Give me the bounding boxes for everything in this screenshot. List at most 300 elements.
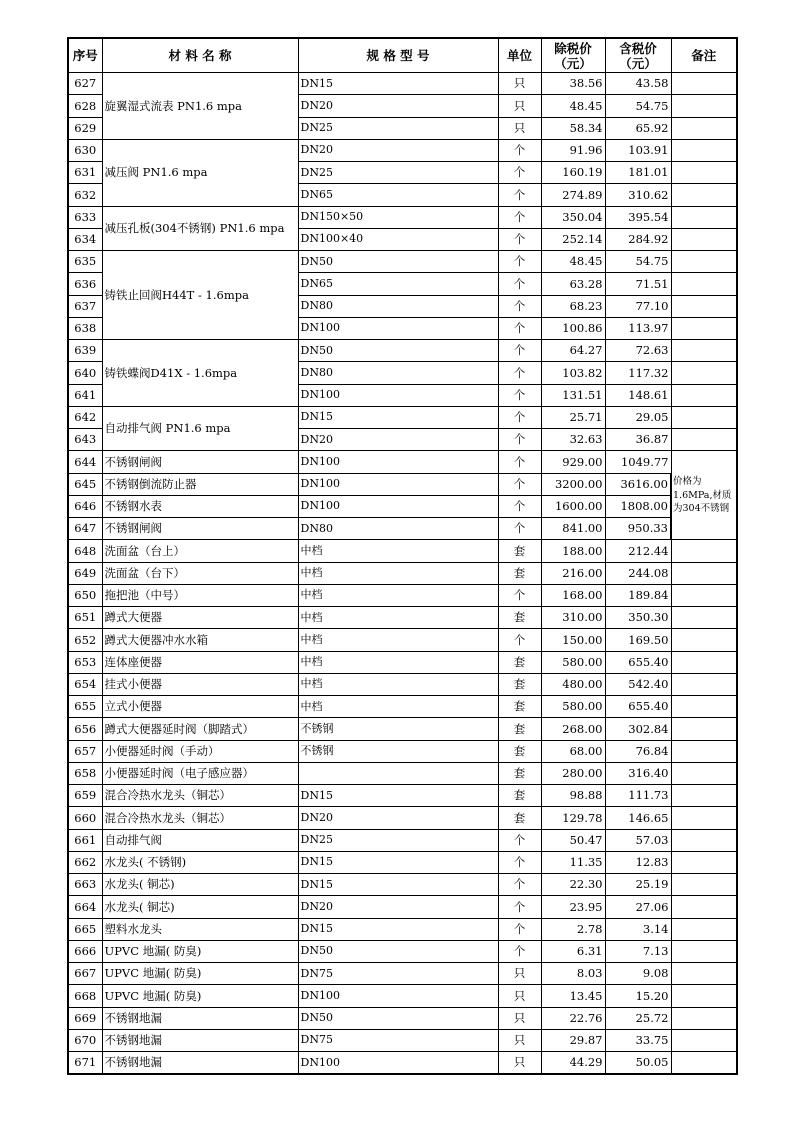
remark-cell <box>671 139 737 161</box>
price-excl-tax: 91.96 <box>541 139 605 161</box>
spec-model: DN65 <box>298 184 498 206</box>
price-excl-tax: 168.00 <box>541 584 605 606</box>
table-row <box>68 963 737 985</box>
material-name: 不锈钢闸阀 <box>102 518 298 540</box>
spec-model: DN20 <box>298 95 498 117</box>
col-header-name: 材 料 名 称 <box>102 38 298 73</box>
price-incl-tax: 117.32 <box>605 362 671 384</box>
spec-model: DN20 <box>298 807 498 829</box>
material-name: UPVC 地漏( 防臭) <box>102 963 298 985</box>
price-excl-tax: 13.45 <box>541 985 605 1007</box>
table-row <box>68 540 737 562</box>
unit: 只 <box>498 1007 541 1029</box>
remark-cell <box>671 673 737 695</box>
price-excl-tax: 252.14 <box>541 228 605 250</box>
price-excl-tax: 32.63 <box>541 429 605 451</box>
row-number: 644 <box>68 451 102 473</box>
price-excl-tax: 68.00 <box>541 740 605 762</box>
table-row <box>68 495 737 517</box>
remark-cell <box>671 1007 737 1029</box>
spec-model: DN80 <box>298 295 498 317</box>
row-number: 631 <box>68 162 102 184</box>
table-row <box>68 874 737 896</box>
price-incl-tax: 71.51 <box>605 273 671 295</box>
unit: 个 <box>498 829 541 851</box>
remark-cell <box>671 384 737 406</box>
spec-model: DN20 <box>298 139 498 161</box>
row-number: 639 <box>68 340 102 362</box>
price-incl-tax: 103.91 <box>605 139 671 161</box>
price-excl-tax: 8.03 <box>541 963 605 985</box>
material-name: 连体座便器 <box>102 651 298 673</box>
material-name: 水龙头( 铜芯) <box>102 896 298 918</box>
remark-cell <box>671 562 737 584</box>
material-name: 自动排气阀 PN1.6 mpa <box>102 406 298 451</box>
spec-model: DN15 <box>298 918 498 940</box>
table-row <box>68 584 737 606</box>
price-incl-tax: 148.61 <box>605 384 671 406</box>
row-number: 635 <box>68 251 102 273</box>
price-inc-line2: （元） <box>619 55 657 71</box>
material-name: 不锈钢水表 <box>102 495 298 517</box>
unit: 套 <box>498 562 541 584</box>
price-excl-tax: 25.71 <box>541 406 605 428</box>
unit: 套 <box>498 673 541 695</box>
table-row <box>68 1029 737 1051</box>
price-excl-tax: 22.30 <box>541 874 605 896</box>
price-excl-tax: 188.00 <box>541 540 605 562</box>
remark-cell <box>671 740 737 762</box>
price-excl-tax: 131.51 <box>541 384 605 406</box>
price-excl-tax: 580.00 <box>541 651 605 673</box>
row-number: 640 <box>68 362 102 384</box>
spec-model: DN50 <box>298 1007 498 1029</box>
unit: 个 <box>498 406 541 428</box>
table-row <box>68 562 737 584</box>
remark-cell <box>671 718 737 740</box>
unit: 只 <box>498 73 541 95</box>
row-number: 637 <box>68 295 102 317</box>
unit: 套 <box>498 785 541 807</box>
row-number: 655 <box>68 696 102 718</box>
price-incl-tax: 316.40 <box>605 762 671 784</box>
price-table <box>67 37 738 1075</box>
price-incl-tax: 57.03 <box>605 829 671 851</box>
table-row <box>68 206 737 228</box>
price-excl-tax: 58.34 <box>541 117 605 139</box>
price-incl-tax: 169.50 <box>605 629 671 651</box>
price-incl-tax: 113.97 <box>605 317 671 339</box>
spec-model: 中档 <box>298 584 498 606</box>
spec-model: DN75 <box>298 1029 498 1051</box>
unit: 个 <box>498 629 541 651</box>
material-name: 蹲式大便器冲水水箱 <box>102 629 298 651</box>
table-row <box>68 696 737 718</box>
price-excl-tax: 48.45 <box>541 95 605 117</box>
unit: 只 <box>498 1052 541 1075</box>
price-excl-tax: 3200.00 <box>541 473 605 495</box>
spec-model: DN80 <box>298 362 498 384</box>
spec-model: 中档 <box>298 562 498 584</box>
unit: 个 <box>498 295 541 317</box>
price-excl-tax: 100.86 <box>541 317 605 339</box>
remark-cell <box>671 874 737 896</box>
price-ex-line2: （元） <box>554 55 592 71</box>
col-header-no: 序号 <box>68 38 102 73</box>
price-excl-tax: 68.23 <box>541 295 605 317</box>
table-row <box>68 651 737 673</box>
material-name: 混合冷热水龙头（铜芯） <box>102 807 298 829</box>
spec-model: DN100 <box>298 1052 498 1075</box>
remark-cell <box>671 918 737 940</box>
unit: 个 <box>498 162 541 184</box>
table-row <box>68 718 737 740</box>
price-incl-tax: 43.58 <box>605 73 671 95</box>
spec-model: DN100 <box>298 451 498 473</box>
price-incl-tax: 77.10 <box>605 295 671 317</box>
spec-model: DN20 <box>298 896 498 918</box>
row-number: 649 <box>68 562 102 584</box>
price-incl-tax: 27.06 <box>605 896 671 918</box>
row-number: 654 <box>68 673 102 695</box>
table-row <box>68 406 737 428</box>
spec-model: 不锈钢 <box>298 718 498 740</box>
unit: 个 <box>498 584 541 606</box>
price-excl-tax: 44.29 <box>541 1052 605 1075</box>
price-excl-tax: 38.56 <box>541 73 605 95</box>
row-number: 646 <box>68 495 102 517</box>
price-incl-tax: 950.33 <box>605 518 671 540</box>
col-header-remark: 备注 <box>671 38 737 73</box>
price-incl-tax: 12.83 <box>605 851 671 873</box>
unit: 个 <box>498 184 541 206</box>
price-incl-tax: 25.72 <box>605 1007 671 1029</box>
unit: 个 <box>498 451 541 473</box>
remark-cell <box>671 785 737 807</box>
row-number: 670 <box>68 1029 102 1051</box>
header-row <box>68 38 737 73</box>
row-number: 653 <box>68 651 102 673</box>
remark-cell <box>671 117 737 139</box>
price-incl-tax: 33.75 <box>605 1029 671 1051</box>
row-number: 663 <box>68 874 102 896</box>
row-number: 645 <box>68 473 102 495</box>
unit: 个 <box>498 940 541 962</box>
material-name: UPVC 地漏( 防臭) <box>102 985 298 1007</box>
price-incl-tax: 36.87 <box>605 429 671 451</box>
row-number: 658 <box>68 762 102 784</box>
material-name: 塑料水龙头 <box>102 918 298 940</box>
material-name: 立式小便器 <box>102 696 298 718</box>
remark-cell <box>671 429 737 451</box>
price-excl-tax: 6.31 <box>541 940 605 962</box>
price-incl-tax: 310.62 <box>605 184 671 206</box>
row-number: 641 <box>68 384 102 406</box>
spec-model: DN50 <box>298 251 498 273</box>
row-number: 636 <box>68 273 102 295</box>
unit: 个 <box>498 874 541 896</box>
unit: 个 <box>498 251 541 273</box>
row-number: 628 <box>68 95 102 117</box>
table-row <box>68 785 737 807</box>
unit: 个 <box>498 228 541 250</box>
unit: 套 <box>498 696 541 718</box>
price-incl-tax: 212.44 <box>605 540 671 562</box>
table-row <box>68 807 737 829</box>
row-number: 666 <box>68 940 102 962</box>
unit: 只 <box>498 95 541 117</box>
price-excl-tax: 274.89 <box>541 184 605 206</box>
material-name: 蹲式大便器 <box>102 607 298 629</box>
spec-model: 中档 <box>298 540 498 562</box>
unit: 套 <box>498 540 541 562</box>
remark-cell <box>671 540 737 562</box>
table-row <box>68 918 737 940</box>
table-row <box>68 1007 737 1029</box>
spec-model: DN15 <box>298 874 498 896</box>
price-incl-tax: 3.14 <box>605 918 671 940</box>
price-excl-tax: 22.76 <box>541 1007 605 1029</box>
material-name: 洗面盆（台下） <box>102 562 298 584</box>
price-incl-tax: 54.75 <box>605 251 671 273</box>
spec-model: DN15 <box>298 851 498 873</box>
material-name: 不锈钢地漏 <box>102 1052 298 1075</box>
row-number: 671 <box>68 1052 102 1075</box>
unit: 套 <box>498 651 541 673</box>
table-row <box>68 762 737 784</box>
spec-model: DN25 <box>298 829 498 851</box>
spec-model: DN50 <box>298 940 498 962</box>
remark-cell <box>671 251 737 273</box>
row-number: 657 <box>68 740 102 762</box>
table-row <box>68 985 737 1007</box>
price-incl-tax: 76.84 <box>605 740 671 762</box>
row-number: 633 <box>68 206 102 228</box>
spec-model: DN150×50 <box>298 206 498 228</box>
price-incl-tax: 655.40 <box>605 651 671 673</box>
price-incl-tax: 7.13 <box>605 940 671 962</box>
spec-model: DN75 <box>298 963 498 985</box>
price-excl-tax: 841.00 <box>541 518 605 540</box>
material-name: 混合冷热水龙头（铜芯） <box>102 785 298 807</box>
table-row <box>68 629 737 651</box>
price-excl-tax: 50.47 <box>541 829 605 851</box>
price-incl-tax: 181.01 <box>605 162 671 184</box>
price-excl-tax: 480.00 <box>541 673 605 695</box>
remark-cell <box>671 829 737 851</box>
remark-cell <box>671 95 737 117</box>
spec-model: 中档 <box>298 607 498 629</box>
table-row <box>68 73 737 95</box>
price-excl-tax: 1600.00 <box>541 495 605 517</box>
material-name: 挂式小便器 <box>102 673 298 695</box>
price-excl-tax: 48.45 <box>541 251 605 273</box>
remark-cell <box>671 206 737 228</box>
col-header-price-inc <box>605 38 671 73</box>
row-number: 630 <box>68 139 102 161</box>
price-excl-tax: 310.00 <box>541 607 605 629</box>
table-row <box>68 673 737 695</box>
remark-cell <box>671 696 737 718</box>
price-incl-tax: 15.20 <box>605 985 671 1007</box>
row-number: 662 <box>68 851 102 873</box>
row-number: 669 <box>68 1007 102 1029</box>
material-name: 水龙头( 不锈钢) <box>102 851 298 873</box>
price-excl-tax: 216.00 <box>541 562 605 584</box>
price-incl-tax: 29.05 <box>605 406 671 428</box>
row-number: 656 <box>68 718 102 740</box>
remark-cell <box>671 1052 737 1075</box>
remark-cell <box>671 940 737 962</box>
material-name: 自动排气阀 <box>102 829 298 851</box>
spec-model: DN100 <box>298 985 498 1007</box>
price-ex-line1: 除税价 <box>554 40 592 56</box>
price-incl-tax: 284.92 <box>605 228 671 250</box>
price-incl-tax: 244.08 <box>605 562 671 584</box>
unit: 个 <box>498 495 541 517</box>
row-number: 650 <box>68 584 102 606</box>
spec-model: DN25 <box>298 162 498 184</box>
remark-cell <box>671 273 737 295</box>
spec-model: 不锈钢 <box>298 740 498 762</box>
price-excl-tax: 29.87 <box>541 1029 605 1051</box>
remark-cell <box>671 162 737 184</box>
row-number: 667 <box>68 963 102 985</box>
spec-model: DN15 <box>298 785 498 807</box>
remark-cell <box>671 340 737 362</box>
price-incl-tax: 65.92 <box>605 117 671 139</box>
price-excl-tax: 23.95 <box>541 896 605 918</box>
table-body <box>68 73 737 1075</box>
material-name: 小便器延时阀（手动） <box>102 740 298 762</box>
spec-model: 中档 <box>298 651 498 673</box>
row-number: 659 <box>68 785 102 807</box>
row-number: 627 <box>68 73 102 95</box>
unit: 个 <box>498 340 541 362</box>
price-inc-line1: 含税价 <box>619 40 657 56</box>
price-excl-tax: 103.82 <box>541 362 605 384</box>
row-number: 664 <box>68 896 102 918</box>
remark-cell <box>671 985 737 1007</box>
remark-cell <box>671 963 737 985</box>
spec-model: DN20 <box>298 429 498 451</box>
unit: 只 <box>498 985 541 1007</box>
remark-cell <box>671 807 737 829</box>
unit: 个 <box>498 317 541 339</box>
table-row <box>68 607 737 629</box>
unit: 个 <box>498 362 541 384</box>
unit: 个 <box>498 518 541 540</box>
price-incl-tax: 1049.77 <box>605 451 671 473</box>
material-name: 洗面盆（台上） <box>102 540 298 562</box>
price-incl-tax: 3616.00 <box>605 473 671 495</box>
material-name: 水龙头( 铜芯) <box>102 874 298 896</box>
material-name: 旋翼湿式流表 PN1.6 mpa <box>102 73 298 140</box>
material-name: 不锈钢倒流防止器 <box>102 473 298 495</box>
table-row <box>68 473 737 495</box>
row-number: 643 <box>68 429 102 451</box>
material-name: 蹲式大便器延时阀（脚踏式） <box>102 718 298 740</box>
table-row <box>68 1052 737 1075</box>
remark-cell <box>671 584 737 606</box>
unit: 只 <box>498 117 541 139</box>
unit: 个 <box>498 384 541 406</box>
remark-cell <box>671 851 737 873</box>
spec-model: DN100 <box>298 317 498 339</box>
remark-cell <box>671 607 737 629</box>
unit: 只 <box>498 963 541 985</box>
table-row <box>68 340 737 362</box>
price-incl-tax: 72.63 <box>605 340 671 362</box>
remark-cell <box>671 406 737 428</box>
price-incl-tax: 542.40 <box>605 673 671 695</box>
spec-model: 中档 <box>298 673 498 695</box>
remark-cell <box>671 184 737 206</box>
remark-cell <box>671 762 737 784</box>
spec-model: DN100×40 <box>298 228 498 250</box>
row-number: 647 <box>68 518 102 540</box>
row-number: 652 <box>68 629 102 651</box>
spec-model: DN15 <box>298 406 498 428</box>
unit: 个 <box>498 896 541 918</box>
unit: 个 <box>498 851 541 873</box>
price-excl-tax: 929.00 <box>541 451 605 473</box>
material-name: 铸铁止回阀H44T - 1.6mpa <box>102 251 298 340</box>
row-number: 642 <box>68 406 102 428</box>
price-incl-tax: 1808.00 <box>605 495 671 517</box>
row-number: 634 <box>68 228 102 250</box>
row-number: 629 <box>68 117 102 139</box>
remark-cell <box>671 73 737 95</box>
price-excl-tax: 2.78 <box>541 918 605 940</box>
table-row <box>68 896 737 918</box>
spec-model: 中档 <box>298 629 498 651</box>
unit: 个 <box>498 139 541 161</box>
table-row <box>68 518 737 540</box>
price-incl-tax: 50.05 <box>605 1052 671 1075</box>
row-number: 632 <box>68 184 102 206</box>
price-incl-tax: 189.84 <box>605 584 671 606</box>
row-number: 665 <box>68 918 102 940</box>
price-incl-tax: 655.40 <box>605 696 671 718</box>
price-incl-tax: 146.65 <box>605 807 671 829</box>
unit: 只 <box>498 1029 541 1051</box>
spec-model: DN80 <box>298 518 498 540</box>
spec-model: DN15 <box>298 73 498 95</box>
row-number: 661 <box>68 829 102 851</box>
spec-model: 中档 <box>298 696 498 718</box>
price-excl-tax: 11.35 <box>541 851 605 873</box>
price-excl-tax: 150.00 <box>541 629 605 651</box>
price-excl-tax: 64.27 <box>541 340 605 362</box>
material-name: 不锈钢闸阀 <box>102 451 298 473</box>
table-row <box>68 251 737 273</box>
table-row <box>68 139 737 161</box>
price-incl-tax: 302.84 <box>605 718 671 740</box>
spec-model: DN100 <box>298 473 498 495</box>
price-incl-tax: 395.54 <box>605 206 671 228</box>
remark-cell <box>671 629 737 651</box>
unit: 套 <box>498 740 541 762</box>
row-number: 651 <box>68 607 102 629</box>
table-row <box>68 829 737 851</box>
table-row <box>68 451 737 473</box>
unit: 套 <box>498 807 541 829</box>
col-header-unit: 单位 <box>498 38 541 73</box>
price-excl-tax: 280.00 <box>541 762 605 784</box>
unit: 个 <box>498 473 541 495</box>
unit: 套 <box>498 607 541 629</box>
